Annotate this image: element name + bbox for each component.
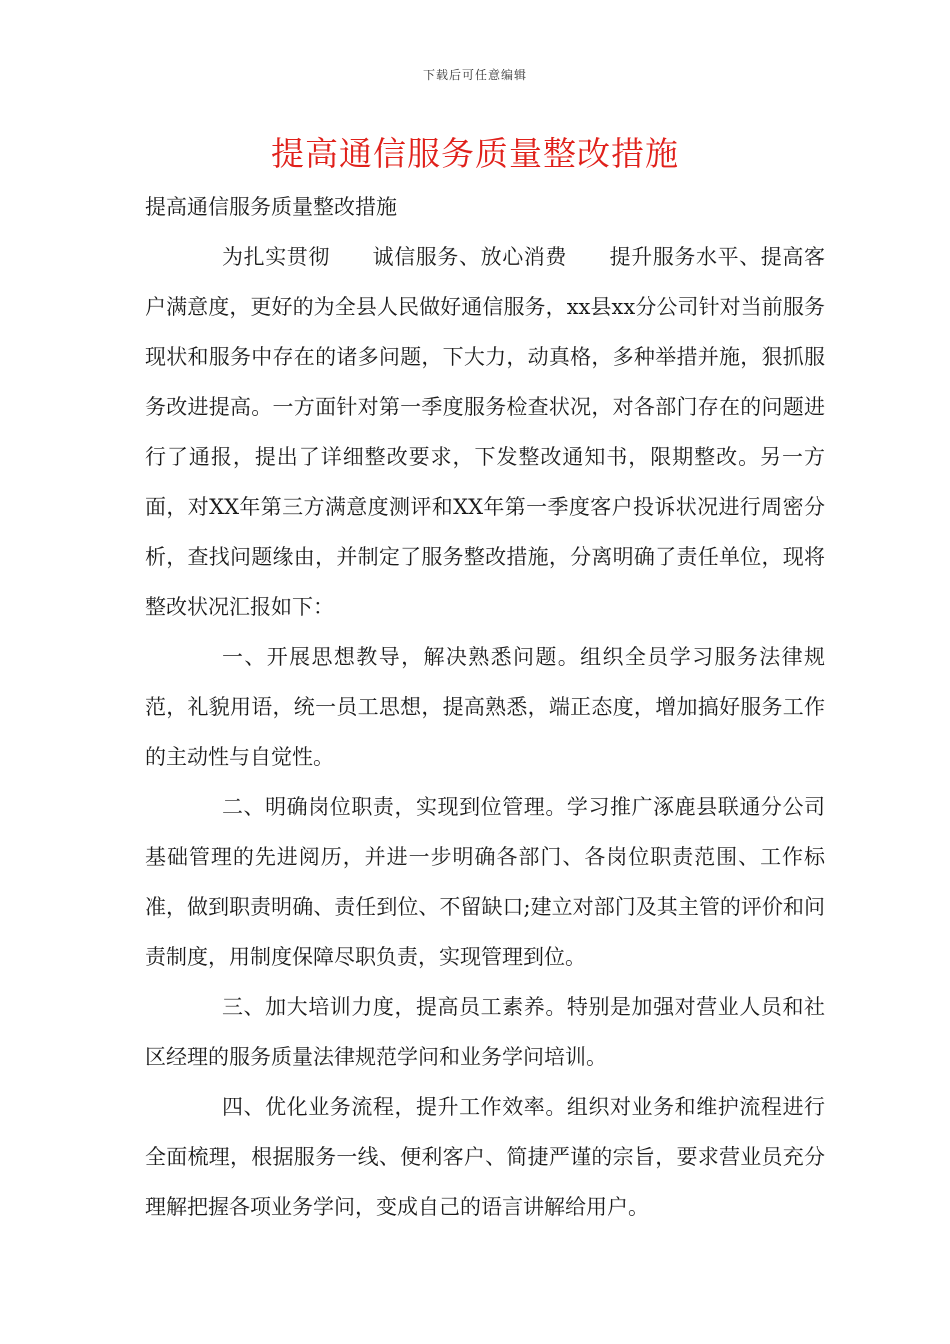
section-paragraph-2: 二、明确岗位职责，实现到位管理。学习推广涿鹿县联通分公司基础管理的先进阅历，并进一步明确各部门、各岗位职责范围、工作标准，做到职责明确、责任到位、不留缺口;建立对部门及其主管的评价和问责制度，用制度保障尽职负责，实现管理到位。	[145, 795, 825, 969]
document-body	[145, 182, 825, 1232]
header-note: 下载后可任意编辑	[422, 68, 527, 82]
section-paragraph-3: 三、加大培训力度，提高员工素养。特别是加强对营业人员和社区经理的服务质量法律规范学问和业务学问培训。	[145, 995, 825, 1069]
section-paragraph-1: 一、开展思想教导，解决熟悉问题。组织全员学习服务法律规范，礼貌用语，统一员工思想，提高熟悉，端正态度，增加搞好服务工作的主动性与自觉性。	[145, 645, 825, 769]
intro-part-3: 提升服务水平、提高客户满意度，更好的为全县人民做好通信服务，xx县xx分公司针对当前服务现状和服务中存在的诸多问题，下大力，动真格，多种举措并施，狠抓服务改进提高。一方面针对第一季度服务检查状况，对各部门存在的问题进行了通报，提出了详细整改要求，下发整改通知书，限期整改。另一方面，对XX年第三方满意度测评和XX年第一季度客户投诉状况进行周密分析，查找问题缘由，并制定了服务整改措施，分离明确了责任单位，现将整改状况汇报如下：	[145, 245, 825, 619]
intro-paragraph	[145, 232, 825, 632]
document-title: 提高通信服务质量整改措施	[271, 134, 679, 173]
intro-part-1: 为扎实贯彻	[222, 245, 330, 269]
document-subtitle: 提高通信服务质量整改措施	[145, 195, 397, 219]
section-paragraph-4: 四、优化业务流程，提升工作效率。组织对业务和维护流程进行全面梳理，根据服务一线、便利客户、简捷严谨的宗旨，要求营业员充分理解把握各项业务学问，变成自己的语言讲解给用户。	[145, 1095, 825, 1219]
intro-part-2: 诚信服务、放心消费	[372, 245, 567, 269]
